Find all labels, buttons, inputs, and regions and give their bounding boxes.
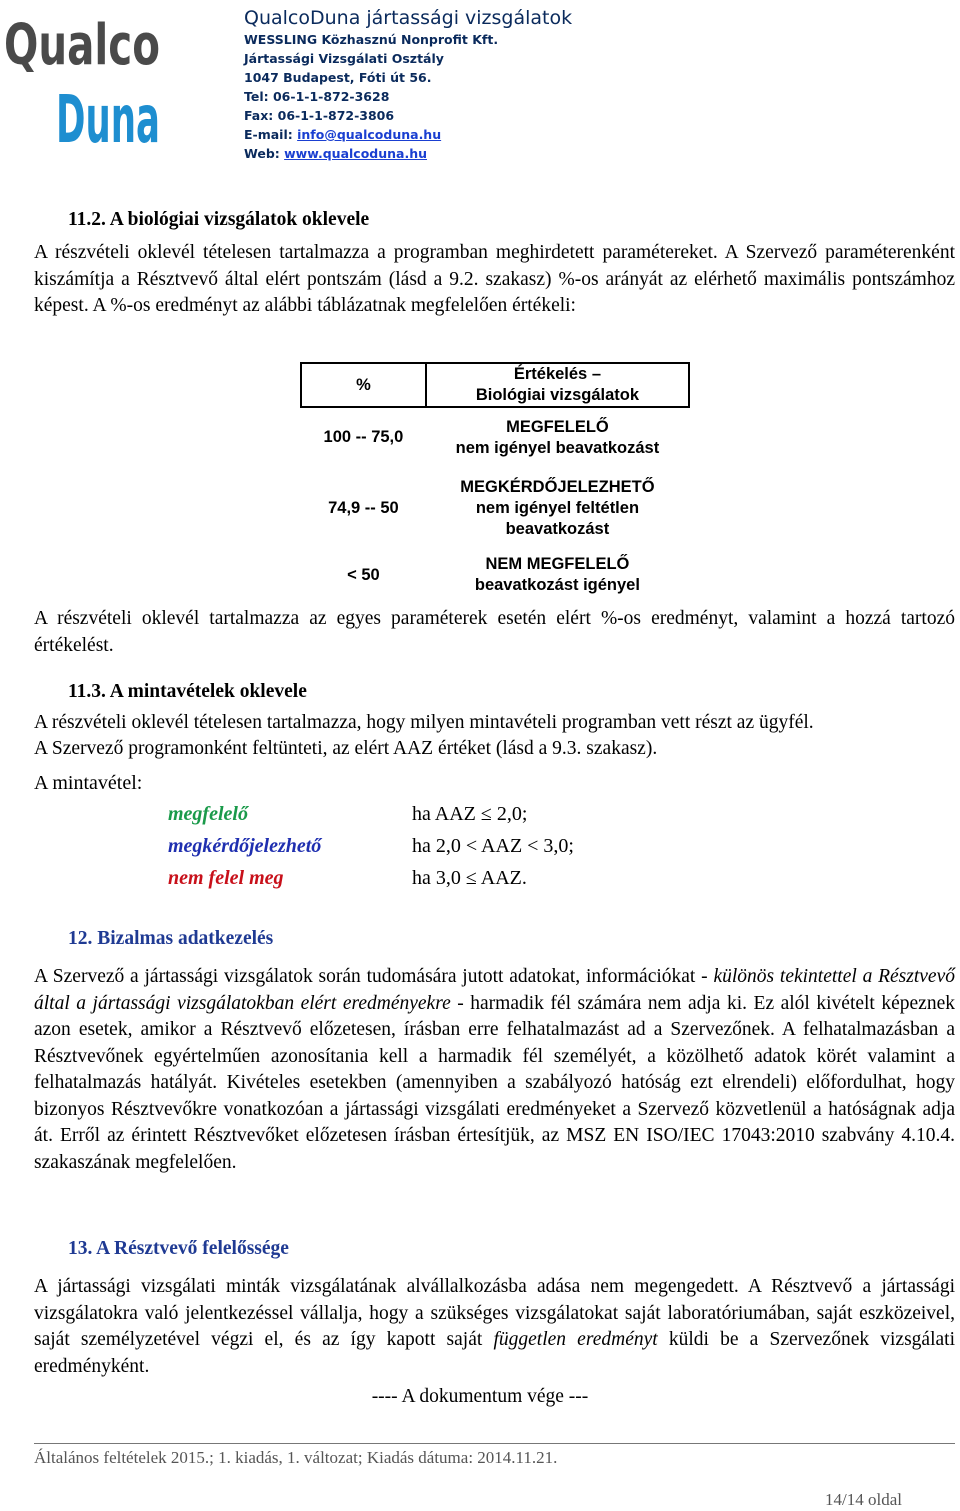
criteria-condition: ha AAZ ≤ 2,0;	[412, 803, 528, 825]
evaluation-line: beavatkozást	[505, 519, 610, 538]
footer-divider	[34, 1443, 955, 1444]
evaluation-line: nem igényel feltétlen	[475, 498, 640, 517]
text-run: A jártassági vizsgálati minták vizsgálatának alvállalkozásba adása nem megengedett. A Résztvevő a jártassági vizsgálatokra való jelentkezéssel vállalja, hogy a szükséges vizsgálatokat saját laboratóriumában, saját eszközeivel, saját személyzetével végzi el, és az így kapott saját	[34, 1276, 955, 1350]
email-label: E-mail:	[244, 127, 298, 142]
text-run: küldi be a Szervezőnek vizsgálati eredményként.	[34, 1329, 955, 1377]
svg-text:Duna: Duna	[56, 81, 160, 158]
evaluation-line: beavatkozást igényel	[474, 576, 640, 594]
table-cell-evaluation	[426, 467, 689, 549]
evaluation-line: NEM MEGFELELŐ	[485, 555, 630, 573]
evaluation-line: MEGFELELŐ	[506, 417, 609, 436]
evaluation-line: MEGKÉRDŐJELEZHETŐ	[460, 477, 655, 496]
criteria-label-questionable: megkérdőjelezhető	[168, 835, 322, 857]
fax: Fax: 06-1-1-872-3806	[244, 108, 395, 123]
table-cell-percent: 100 -- 75,0	[323, 428, 404, 446]
email-link[interactable]: info@qualcoduna.hu	[297, 127, 442, 142]
section-11-3-paragraph-2: A Szervező programonként feltünteti, az elért AAZ értéket (lásd a 9.3. szakasz).	[34, 738, 658, 759]
section-11-3-paragraph-1: A részvételi oklevél tételesen tartalmazza, hogy milyen mintavételi programban vett részt az ügyfél.	[34, 712, 814, 733]
criteria-label-pass: megfelelő	[168, 803, 248, 825]
section-heading-12: 12. Bizalmas adatkezelés	[68, 928, 274, 949]
text-run: A Szervező a jártassági vizsgálatok során tudomására jutott adatokat, információkat -	[34, 966, 714, 987]
section-heading-11-3: 11.3. A mintavételek oklevele	[68, 681, 307, 702]
table-header-line: Értékelés –	[513, 365, 601, 383]
text-run: - harmadik fél számára nem adja ki. Ez alól kivételt képeznek azon esetek, amikor a Résztvevő előzetesen, írásban erre felhatalmazást ad a Szervezőnek. A felhatalmazásban a Résztvevőnek egyértelműen azonosítania kell a harmadik fél személyét, a közölhető adatok körét valamint a felhatalmazás hatályát. Kivételes esetekben (amennyiben a szabályozó hatóság ezt elrendeli) előfordulhat, hogy bizonyos Résztvevőkre vonatkozóan a jártassági vizsgálati eredményeket a Szervező közvetlenül a hatóságnak adja át. Erről az érintett Résztvevőket előzetesen írásban értesítjük, az MSZ EN ISO/IEC 17043:2010 szabvány 4.10.4. szakaszának megfelelően.	[34, 992, 955, 1173]
italic-text-run: különös tekintettel a Résztvevő által a jártassági vizsgálatokban elért eredményekre	[34, 966, 955, 1014]
table-header-row	[301, 363, 689, 407]
address: 1047 Budapest, Fóti út 56.	[244, 70, 432, 85]
table-row	[301, 467, 689, 549]
table-header-evaluation	[426, 363, 689, 407]
table-cell-percent: < 50	[347, 565, 380, 584]
table-header-percent: %	[301, 363, 426, 407]
page-header	[0, 0, 960, 175]
section-heading-11-2: 11.2. A biológiai vizsgálatok oklevele	[68, 209, 370, 230]
table-cell-evaluation	[426, 549, 689, 601]
table-row	[301, 407, 689, 467]
section-11-2-paragraph-2: A részvételi oklevél tartalmazza az egyes paraméterek esetén elért %-os eredményt, valamint a hozzá tartozó értékelést.	[34, 608, 955, 656]
sampling-intro: A mintavétel:	[34, 772, 143, 794]
section-12-paragraph	[34, 964, 955, 1176]
section-heading-13: 13. A Résztvevő felelőssége	[68, 1238, 289, 1259]
table-cell-percent: 74,9 -- 50	[328, 498, 399, 517]
svg-text:Qualco: Qualco	[4, 13, 160, 78]
telephone: Tel: 06-1-1-872-3628	[244, 89, 390, 104]
web-line	[244, 144, 572, 163]
italic-text-run: független eredményt	[493, 1329, 658, 1350]
header-title: QualcoDuna jártassági vizsgálatok	[244, 7, 573, 29]
table-header-line: Biológiai vizsgálatok	[475, 386, 640, 404]
page-number: 14/14 oldal	[825, 1490, 902, 1509]
criteria-label-fail: nem felel meg	[168, 867, 284, 889]
web-link[interactable]: www.qualcoduna.hu	[284, 146, 428, 161]
evaluation-line: nem igényel beavatkozást	[455, 438, 660, 457]
footer-text: Általános feltételek 2015.; 1. kiadás, 1. változat; Kiadás dátuma: 2014.11.21.	[34, 1448, 558, 1467]
department: Jártassági Vizsgálati Osztály	[244, 51, 444, 66]
table-row	[301, 549, 689, 601]
section-11-2-paragraph: A részvételi oklevél tételesen tartalmazza a programban meghirdetett paramétereket. A Szervező paraméterenként kiszámítja a Résztvevő által elért pontszám (lásd a 9.2. szakasz) %-os arányát az elérhető maximális pontszámhoz képest. A %-os eredményt az alábbi táblázatnak megfelelően értékeli:	[34, 242, 955, 316]
organization-info	[244, 6, 572, 163]
web-label: Web:	[244, 146, 285, 161]
section-13-paragraph	[34, 1274, 955, 1380]
qualcoduna-logo	[4, 2, 164, 158]
email-line	[244, 125, 572, 144]
org-name: WESSLING Közhasznú Nonprofit Kft.	[244, 32, 499, 47]
table-cell-evaluation	[426, 407, 689, 467]
criteria-condition: ha 2,0 < AAZ < 3,0;	[412, 835, 574, 857]
document-end-marker: ---- A dokumentum vége ---	[371, 1386, 589, 1407]
criteria-condition: ha 3,0 ≤ AAZ.	[412, 867, 527, 889]
biological-evaluation-table	[300, 362, 690, 601]
